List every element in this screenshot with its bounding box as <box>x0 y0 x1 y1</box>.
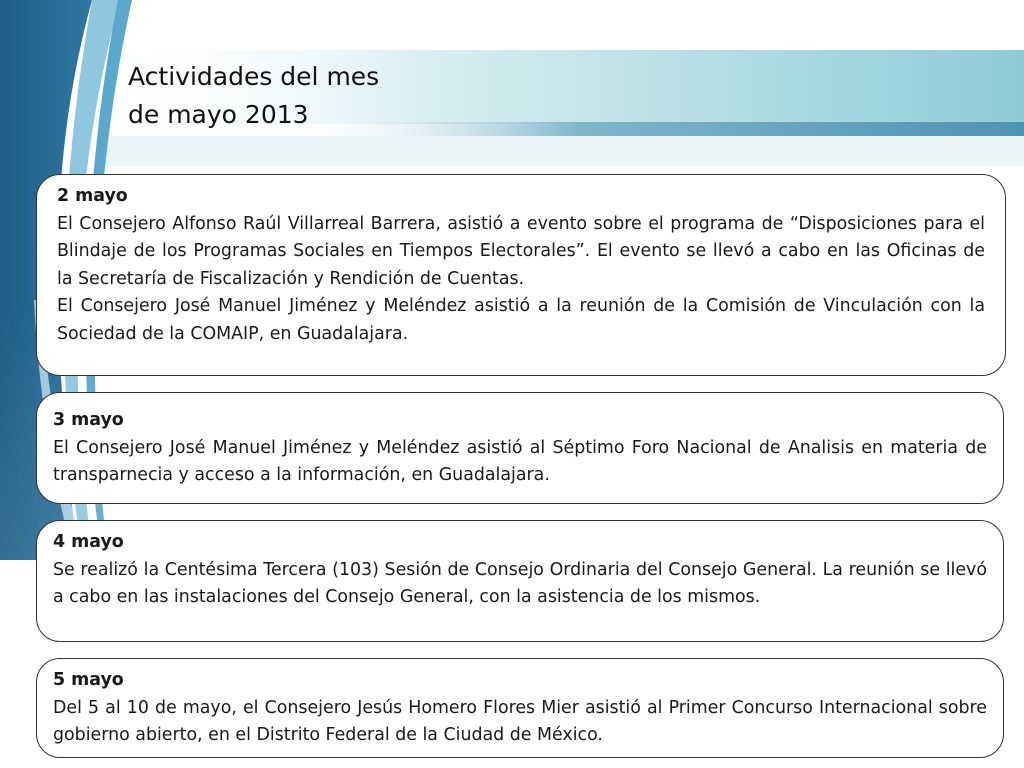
header-band-thin <box>100 136 1024 166</box>
entry-box-4-mayo <box>36 520 1004 642</box>
entry-paragraph: Se realizó la Centésima Tercera (103) Sesión de Consejo Ordinaria del Consejo General. La reunión se llevó a cabo en las instalaciones del Consejo General, con la asistencia de los mismos. <box>53 559 987 607</box>
header-band-dark <box>280 122 1024 136</box>
entry-date: 3 mayo <box>53 410 124 430</box>
entry-paragraph: El Consejero Alfonso Raúl Villarreal Barrera, asistió a evento sobre el programa de “Disposiciones para el Blindaje de los Programas Sociales en Tiempos Electorales”. El evento se llevó a cabo en las Oficinas de la Secretaría de Fiscalización y Rendición de Cuentas. <box>57 213 985 289</box>
entry-paragraph: El Consejero José Manuel Jiménez y Meléndez asistió al Séptimo Foro Nacional de Analisis en materia de transparnecia y acceso a la información, en Guadalajara. <box>53 437 987 485</box>
entry-date: 5 mayo <box>53 670 124 690</box>
entry-paragraph: Del 5 al 10 de mayo, el Consejero Jesús Homero Flores Mier asistió al Primer Concurso Internacional sobre gobierno abierto, en el Distrito Federal de la Ciudad de México. <box>53 697 987 745</box>
slide-title <box>128 58 379 134</box>
entry-date: 4 mayo <box>53 532 124 552</box>
title-line-1: Actividades del mes <box>128 62 380 91</box>
entry-paragraph: El Consejero José Manuel Jiménez y Meléndez asistió a la reunión de la Comisión de Vinculación con la Sociedad de la COMAIP, en Guadalajara. <box>57 296 985 344</box>
entry-box-3-mayo <box>36 392 1004 504</box>
entry-box-2-mayo <box>36 174 1006 376</box>
title-line-2: de mayo 2013 <box>128 100 309 129</box>
entry-date: 2 mayo <box>57 186 128 206</box>
entry-box-5-mayo <box>36 658 1004 758</box>
